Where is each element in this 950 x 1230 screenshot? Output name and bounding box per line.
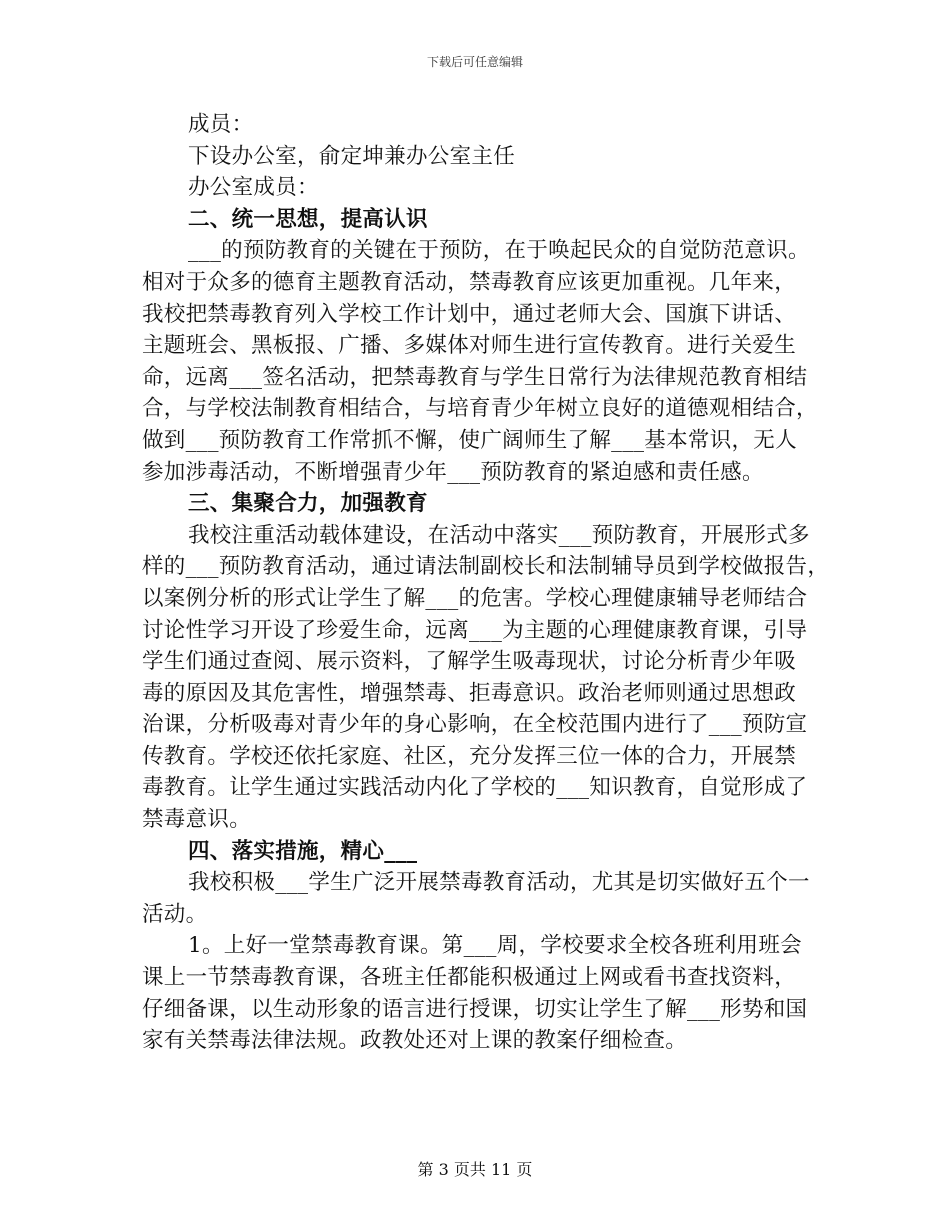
body-line: 相对于众多的德育主题教育活动，禁毒教育应该更加重视。几年来， [142, 269, 797, 295]
body-line: 命，远离___签名活动，把禁毒教育与学生日常行为法律规范教育相结 [142, 364, 808, 390]
body-line: 合，与学校法制教育相结合，与培育青少年树立良好的道德观相结合， [142, 396, 818, 422]
body-line: 传教育。学校还依托家庭、社区，充分发挥三位一体的合力，开展禁 [142, 743, 797, 769]
body-line: 我校积极___学生广泛开展禁毒教育活动，尤其是切实做好五个一 [188, 870, 810, 896]
body-line: 活动。 [142, 901, 208, 927]
body-line: 家有关禁毒法律法规。政教处还对上课的教案仔细检查。 [142, 1028, 688, 1054]
section-heading: 三、集聚合力，加强教育 [188, 491, 428, 517]
body-line: 样的___预防教育活动，通过请法制副校长和法制辅导员到学校做报告， [142, 554, 830, 580]
section-heading: 四、落实措施，精心___ [188, 838, 418, 864]
body-line: 参加涉毒活动，不断增强青少年___预防教育的紧迫感和责任感。 [142, 459, 764, 485]
body-line: 成员： [188, 112, 254, 137]
page-footer: 第 3 页共 11 页 [417, 1160, 533, 1179]
body-line: 我校注重活动载体建设，在活动中落实___预防教育，开展形式多 [188, 522, 810, 548]
body-line: 我校把禁毒教育列入学校工作计划中，通过老师大会、国旗下讲话、 [142, 301, 797, 327]
body-line: 毒的原因及其危害性，增强禁毒、拒毒意识。政治老师则通过思想政 [142, 680, 797, 706]
document-body [142, 109, 830, 1057]
body-line: 主题班会、黑板报、广播、多媒体对师生进行宣传教育。进行关爱生 [142, 333, 797, 359]
body-line: 讨论性学习开设了珍爱生命，远离___为主题的心理健康教育课，引导 [142, 617, 808, 643]
body-line: 做到___预防教育工作常抓不懈，使广阔师生了解___基本常识，无人 [142, 427, 797, 453]
body-line: 以案例分析的形式让学生了解___的危害。学校心理健康辅导老师结合 [142, 585, 808, 611]
body-line: 禁毒意识。 [142, 807, 252, 833]
page-header: 下载后可任意编辑 [426, 55, 523, 69]
body-line: 办公室成员： [188, 175, 319, 201]
body-line: 学生们通过查阅、展示资料，了解学生吸毒现状，讨论分析青少年吸 [142, 649, 797, 675]
section-heading: 二、统一思想，提高认识 [188, 206, 428, 232]
body-line: 毒教育。让学生通过实践活动内化了学校的___知识教育，自觉形成了 [142, 775, 808, 801]
body-line: 1。上好一堂禁毒教育课。第___周，学校要求全校各班利用班会 [188, 933, 802, 959]
body-line: 课上一节禁毒教育课，各班主任都能积极通过上网或看书查找资料， [142, 965, 797, 991]
body-line: ___的预防教育的关键在于预防，在于唤起民众的自觉防范意识。 [188, 238, 810, 264]
body-line: 下设办公室，俞定坤兼办公室主任 [188, 143, 516, 169]
body-line: 治课，分析吸毒对青少年的身心影响，在全校范围内进行了___预防宣 [142, 712, 808, 738]
body-line: 仔细备课，以生动形象的语言进行授课，切实让学生了解___形势和国 [142, 996, 808, 1022]
